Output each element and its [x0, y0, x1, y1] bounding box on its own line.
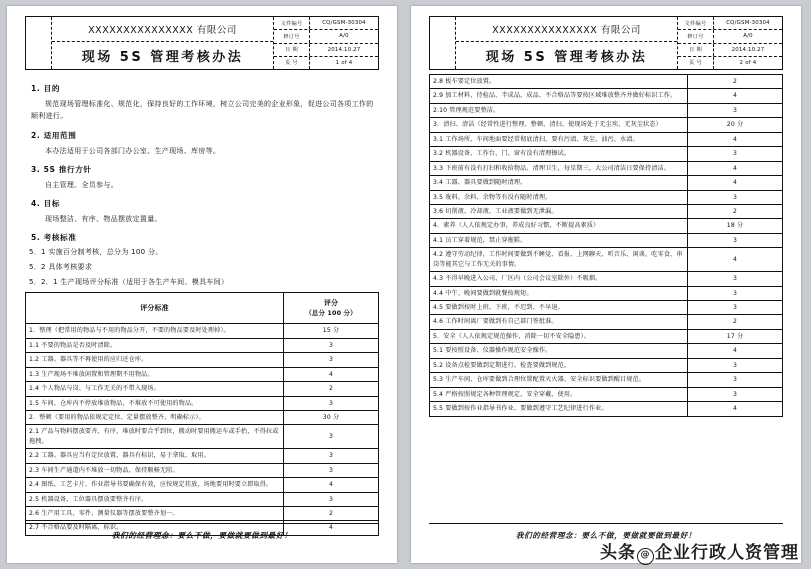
criteria-cell: 5.2 设备点检要做到定期进行、检查要做到规范。: [430, 358, 688, 372]
section-title-1: 目的: [43, 84, 61, 93]
meta-row-date: [274, 44, 378, 57]
table-row: [430, 358, 783, 372]
meta-label-date-right: 日 期: [678, 44, 714, 56]
section-no-4: 4.: [31, 199, 41, 208]
score-cell: 3: [688, 272, 783, 286]
score-cell: 2: [284, 507, 379, 521]
table-row: [430, 373, 783, 387]
table-row: [26, 425, 379, 449]
score-cell: 4: [688, 132, 783, 146]
document-header-left: [25, 16, 379, 70]
table-row: [430, 301, 783, 315]
col-header-score-line1: 评分: [323, 299, 339, 308]
criteria-cell: 3.1 工作场所、车间地面要经常彻底清扫，要有污渍、灰尘、油污、水渍。: [430, 132, 688, 146]
table-row: [430, 233, 783, 247]
criteria-cell: 2.5 机器设备、工位器具摆放要整齐有序。: [26, 492, 284, 506]
criteria-cell: 1.1 不要的物品是否及时清除。: [26, 338, 284, 352]
score-cell: 4: [688, 176, 783, 190]
criteria-cell: 2.3 车间生产通道内不堆放一切物品，保持顺畅无阻。: [26, 463, 284, 477]
meta-row-date-right: [678, 44, 782, 57]
criteria-cell: 3.5 废料、余料、余物等有没有随时清理。: [430, 190, 688, 204]
meta-row-page: [274, 57, 378, 69]
section-body-2: 本办法适用于公司各部门办公室、生产现场、库房等。: [45, 146, 221, 155]
score-cell: 2: [688, 75, 783, 89]
meta-row-revision: [274, 30, 378, 43]
table-row: [430, 248, 783, 272]
watermark-overlay: [600, 538, 799, 565]
score-cell: 3: [688, 286, 783, 300]
score-cell: 3: [284, 425, 379, 449]
criteria-cell: 2.9 加工材料、待检品、半成品、成品、不合格品等要按区域堆放整齐并做好标识工作。: [430, 89, 688, 103]
table-row: [430, 176, 783, 190]
meta-row-revision-right: [678, 30, 782, 43]
table-row: [430, 147, 783, 161]
criteria-cell: 2.8 板车要定位放置。: [430, 75, 688, 89]
score-cell: 3: [688, 301, 783, 315]
score-cell: 3: [284, 396, 379, 410]
grading-table-left: [25, 292, 379, 536]
score-cell: 3: [688, 387, 783, 401]
criteria-cell: 4.3 不得早晚进入公司、厂区内（公司会议室除外）不吸烟。: [430, 272, 688, 286]
table-row: [430, 103, 783, 117]
table-row: [430, 89, 783, 103]
score-cell: 2: [688, 204, 783, 218]
meta-value-doc-no: CQ/GSM-30304: [322, 20, 366, 27]
table-row: [430, 75, 783, 89]
table-row: [26, 324, 379, 338]
prose-sections: [25, 83, 379, 287]
table-row: [430, 161, 783, 175]
score-cell: 3: [688, 373, 783, 387]
score-cell: 17 分: [688, 329, 783, 343]
criteria-cell: 3.2 机器设备、工作台、门、窗有没有清理擦试。: [430, 147, 688, 161]
section-title-2: 适用范围: [43, 130, 77, 140]
score-cell: 4: [688, 402, 783, 416]
score-cell: 4: [284, 478, 379, 492]
table-row: [26, 353, 379, 367]
score-cell: 3: [284, 338, 379, 352]
col-header-score-line2: （总分 100 分）: [305, 308, 357, 317]
header-logo-cell: [26, 17, 52, 69]
section-heading-5: [31, 232, 379, 243]
criteria-cell: 4．素养（人人依规定办事，养成良好习惯，不断提高素质）: [430, 219, 688, 233]
score-cell: 3: [284, 353, 379, 367]
meta-label-revision-right: 修订号: [678, 30, 714, 42]
table-row: [430, 272, 783, 286]
score-cell: 4: [284, 521, 379, 535]
criteria-cell: 4.5 要做到按时上班、下班，不迟到、不早退。: [430, 301, 688, 315]
company-name: XXXXXXXXXXXXXXX 有限公司: [52, 17, 273, 42]
table-row: [26, 507, 379, 521]
page-footer-left: [25, 523, 379, 541]
criteria-cell: 1.5 车间、仓库内不停放堆放物品，不堆放不可使用的物品。: [26, 396, 284, 410]
score-cell: 20 分: [688, 118, 783, 132]
meta-label-page-right: 页 号: [678, 57, 714, 69]
table-row: [430, 204, 783, 218]
table-row: [26, 338, 379, 352]
header-meta-block-right: [678, 17, 782, 69]
score-cell: 2: [284, 382, 379, 396]
criteria-cell: 5．安全（人人依规定规范操作，消除一切不安全隐患）。: [430, 329, 688, 343]
criteria-cell: 5.1 要按照设备、仪器操作规范安全操作。: [430, 344, 688, 358]
criteria-cell: 2.7 不合格品要及时隔离、标识。: [26, 521, 284, 535]
section-no-3: 3.: [31, 164, 41, 174]
criteria-cell: 4.1 员工穿着规范，禁止穿拖鞋。: [430, 233, 688, 247]
section-heading-3: [31, 164, 379, 175]
footer-slogan-right: 我们的经营理念：要么不做，要做就要做到最好！: [515, 531, 697, 540]
meta-label-revision: 修订号: [274, 30, 310, 42]
table-row: [430, 344, 783, 358]
section-body-1: 规范现场管理标准化、规范化，保持良好的工作环境，树立公司完美的企业形象，促进公司各项工作的顺利进行。: [31, 100, 374, 121]
table-row: [430, 118, 783, 132]
table-row: [26, 396, 379, 410]
criteria-cell: 1.3 生产现场不堆放闲置和管理期不用物品。: [26, 367, 284, 381]
sub-line-2: 5．2 具体考核要求: [29, 263, 93, 272]
score-cell: 3: [688, 190, 783, 204]
table-row: [430, 329, 783, 343]
table-row: [430, 286, 783, 300]
criteria-cell: 4.6 工作时间离厂要做到有自己部门签批准。: [430, 315, 688, 329]
meta-label-doc-no-right: 文件编号: [678, 17, 714, 29]
document-header-right: [429, 16, 783, 70]
section-heading-1: [31, 83, 379, 94]
criteria-cell: 1．整理（把常用的物品与不用的物品分开，不要的物品要及时处理掉）。: [26, 324, 284, 338]
score-cell: 18 分: [688, 219, 783, 233]
score-cell: 30 分: [284, 410, 379, 424]
criteria-cell: 5.4 严格按照规定各种管理规定，安全穿戴、使用。: [430, 387, 688, 401]
company-name-right: XXXXXXXXXXXXXXX 有限公司: [456, 17, 677, 42]
table-row: [26, 492, 379, 506]
grading-table-right: [429, 74, 783, 417]
page-content-left: [25, 16, 379, 555]
score-cell: 4: [688, 344, 783, 358]
score-cell: 2: [688, 315, 783, 329]
meta-value-page-right: 2 of 4: [739, 59, 757, 66]
table-row: [26, 449, 379, 463]
meta-value-date-right: 2014.10.27: [731, 46, 765, 53]
section-heading-4: [31, 198, 379, 209]
criteria-cell: 2．整顿（要用的物品依规定定位、定量摆放整齐，明确标示）。: [26, 410, 284, 424]
grading-table-body-left: [26, 324, 379, 536]
score-cell: 15 分: [284, 324, 379, 338]
section-no-2: 2.: [31, 130, 41, 140]
meta-value-date: 2014.10.27: [327, 46, 361, 53]
section-heading-2: [31, 130, 379, 141]
table-row: [26, 367, 379, 381]
section-no-5: 5.: [31, 233, 41, 243]
table-row: [430, 219, 783, 233]
header-title-block-right: [456, 17, 678, 69]
criteria-cell: 4.4 中午、晚间要做到就餐按规矩。: [430, 286, 688, 300]
section-body-4: 现场整洁、有序、物品摆放定置量。: [45, 215, 162, 223]
footer-slogan: 我们的经营理念：要么不做，要做就要做到最好！: [111, 531, 293, 540]
score-cell: 4: [688, 89, 783, 103]
document-title: 现场 5S 管理考核办法: [81, 50, 244, 65]
meta-label-date: 日 期: [274, 44, 310, 56]
page-sheet-left: [7, 6, 397, 563]
meta-row-doc-no: [274, 17, 378, 30]
criteria-cell: 3.4 工器、器具要做到随时清理。: [430, 176, 688, 190]
meta-row-doc-no-right: [678, 17, 782, 30]
watermark-at-icon: @: [637, 548, 654, 565]
col-header-score: [284, 293, 379, 324]
section-title-3: 5S 推行方针: [43, 164, 92, 174]
meta-value-revision: A/0: [339, 33, 349, 40]
table-row: [430, 402, 783, 416]
score-cell: 4: [284, 367, 379, 381]
table-row: [430, 190, 783, 204]
sub-line-3: 5．2．1 生产现场评分标准（适用于各生产车间、模具车间）: [29, 278, 229, 287]
score-cell: 3: [284, 449, 379, 463]
criteria-cell: 3.3 下班前有没有打扫和收拾物品、清理卫生，每星期三，大公司清洁日要保持清洁。: [430, 161, 688, 175]
header-logo-cell-right: [430, 17, 456, 69]
criteria-cell: 5.5 要做到按作业指导书作业、要做到遵守工艺纪律进行作业。: [430, 402, 688, 416]
criteria-cell: 2.2 工器、器具应当有定位放置，器具有标识，易于拿取、取用。: [26, 449, 284, 463]
section-body-3: 自主管理、全员参与。: [45, 180, 118, 189]
table-row: [26, 463, 379, 477]
document-title-right: 现场 5S 管理考核办法: [485, 50, 648, 65]
score-cell: 3: [688, 233, 783, 247]
page-content-right: [429, 16, 783, 555]
criteria-cell: 1.4 个人物品与岗、与工作无关的不带入现场。: [26, 382, 284, 396]
footer-divider-right: [429, 523, 783, 524]
table-row: [26, 382, 379, 396]
meta-row-page-right: [678, 57, 782, 69]
sub-line-1: 5．1 实施百分制考核，总分为 100 分。: [29, 248, 163, 257]
watermark-prefix: 头条: [600, 543, 636, 563]
table-row: [26, 478, 379, 492]
grading-table-head: [26, 293, 379, 324]
header-meta-block: [274, 17, 378, 69]
page-sheet-right: [411, 6, 801, 563]
meta-label-page: 页 号: [274, 57, 310, 69]
table-row: [430, 315, 783, 329]
col-header-criteria: 评分标准: [26, 293, 284, 324]
criteria-cell: 3.6 切削液、冷却液、工业液要做到无泄漏。: [430, 204, 688, 218]
watermark-suffix: 企业行政人资管理: [655, 543, 799, 563]
score-cell: 3: [284, 463, 379, 477]
score-cell: 4: [688, 248, 783, 272]
score-cell: 3: [688, 147, 783, 161]
meta-label-doc-no: 文件编号: [274, 17, 310, 29]
table-row: [430, 387, 783, 401]
table-row: [430, 132, 783, 146]
criteria-cell: 2.4 图纸、工艺卡片、作业指导书要确保有效，应按规定挂放，场地要用时要立即取得。: [26, 478, 284, 492]
criteria-cell: 4.2 遵守劳动纪律，工作时间要做到不睡觉、看报、上网聊天、听音乐、闲谈、吃零食、串岗等能其它与工作无关的事情。: [430, 248, 688, 272]
criteria-cell: 3．清扫、清洁（经常性进行整理、整顿、清扫、使现场处于无尘埃、无灰尘状态）: [430, 118, 688, 132]
score-cell: 3: [688, 103, 783, 117]
meta-value-page: 1 of 4: [335, 59, 353, 66]
criteria-cell: 2.6 生产用工具、零件、测量仪器等摆放要整齐划一。: [26, 507, 284, 521]
section-title-4: 目标: [43, 199, 61, 208]
footer-divider: [25, 523, 379, 524]
header-title-block: [52, 17, 274, 69]
section-title-5: 考核标准: [43, 233, 77, 243]
score-cell: 4: [688, 161, 783, 175]
meta-value-revision-right: A/0: [743, 33, 753, 40]
table-header-row: [26, 293, 379, 324]
grading-table-body-right: [430, 75, 783, 417]
table-row: [26, 410, 379, 424]
criteria-cell: 5.3 生产车间、仓库要做到合理位置配置灭火器、安全标识要做到醒目规范。: [430, 373, 688, 387]
score-cell: 3: [688, 358, 783, 372]
criteria-cell: 1.2 工器、器具等不再使用的应归还仓库。: [26, 353, 284, 367]
score-cell: 3: [284, 492, 379, 506]
section-no-1: 1.: [31, 84, 41, 93]
meta-value-doc-no-right: CQ/GSM-30304: [726, 20, 770, 27]
criteria-cell: 2.1 产品与物料摆放要齐、有序，堆放时要合乎到位，搬动时要用搬运车或手抬，不得拉或拖拽。: [26, 425, 284, 449]
criteria-cell: 2.10 管理规范要整洁。: [430, 103, 688, 117]
